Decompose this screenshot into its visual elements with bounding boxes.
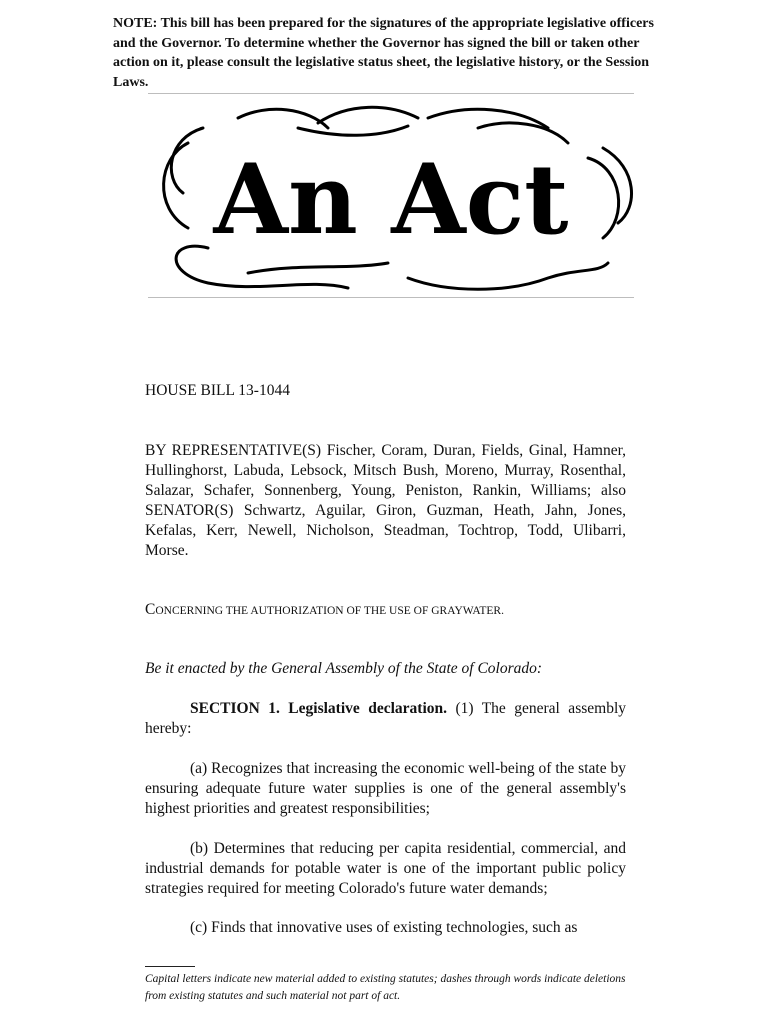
paragraph-a <box>145 759 626 819</box>
bill-title <box>145 600 626 621</box>
an-act-banner <box>148 98 634 296</box>
section-1-paragraph <box>145 699 626 739</box>
footnote: Capital letters indicate new material added to existing statutes; dashes through words indicate deletions from existing statutes and such material not part of act. <box>145 973 626 1002</box>
governor-signature-note: NOTE: This bill has been prepared for the signatures of the appropriate legislative officers and the Governor. To determine whether the Governor has signed the bill or taken other action on it, please consult the legislative status sheet, the legislative history, or the Session Laws. <box>113 16 654 90</box>
bill-title-initial: C <box>145 601 156 618</box>
section-1-heading: SECTION 1. Legislative declaration. <box>190 700 447 717</box>
enacting-clause: Be it enacted by the General Assembly of the State of Colorado: <box>145 660 543 677</box>
footnote-divider <box>145 966 195 967</box>
bottom-divider <box>148 297 634 298</box>
paragraph-b-text: (b) Determines that reducing per capita residential, commercial, and industrial demands for potable water is one of the important public policy strategies required for meeting Colorado's future water demands; <box>145 840 626 897</box>
an-act-title: An Act <box>213 143 569 256</box>
bill-title-rest: ONCERNING THE AUTHORIZATION OF THE USE OF GRAYWATER. <box>155 605 504 617</box>
sponsors-list: BY REPRESENTATIVE(S) Fischer, Coram, Duran, Fields, Ginal, Hamner, Hullinghorst, Labuda, Lebsock, Mitsch Bush, Moreno, Murray, Rosenthal, Salazar, Schafer, Sonnenberg, Young, Peniston, Rankin, Williams; also SENATOR(S) Schwartz, Aguilar, Giron, Guzman, Heath, Jahn, Jones, Kefalas, Kerr, Newell, Nicholson, Steadman, Tochtrop, Todd, Ulibarri, Morse. <box>145 442 626 559</box>
paragraph-c-text: (c) Finds that innovative uses of existing technologies, such as <box>190 919 578 936</box>
paragraph-a-text: (a) Recognizes that increasing the economic well-being of the state by ensuring adequate future water supplies is one of the general assembly's highest priorities and greatest responsibilities; <box>145 760 626 817</box>
section-1-text: (1) The general assembly hereby: <box>145 700 626 737</box>
top-divider <box>148 93 634 94</box>
paragraph-c <box>145 918 626 938</box>
paragraph-b <box>145 839 626 899</box>
an-act-flourish-graphic <box>148 98 634 296</box>
bill-number: HOUSE BILL 13-1044 <box>145 382 290 399</box>
